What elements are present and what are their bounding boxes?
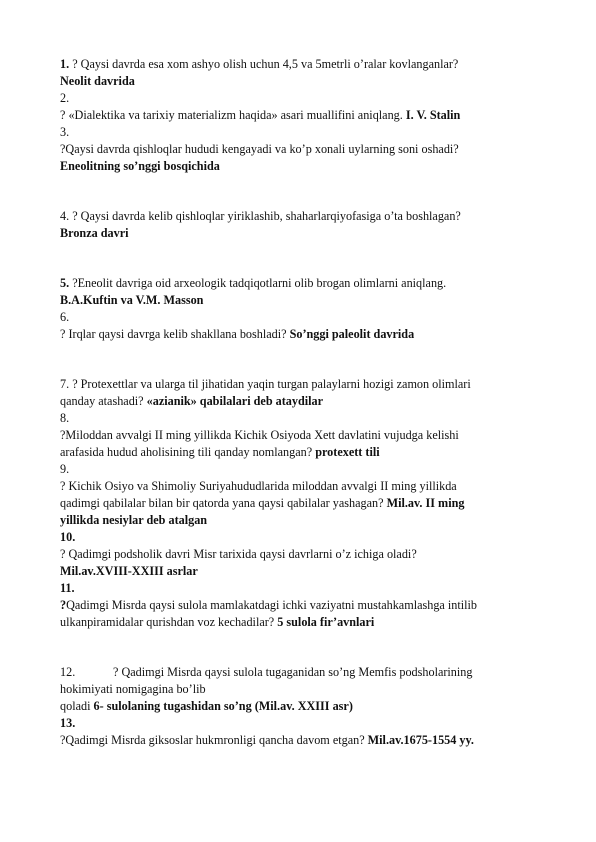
question-text: ? Irqlar qaysi davrga kelib shakllana boshladi?	[60, 327, 290, 341]
question-12-line-1	[60, 664, 560, 681]
question-text: ?Eneolit davriga oid arxeologik tadqiqotlarni olib brogan olimlarni aniqlang.	[69, 276, 447, 290]
answer-text: 5 sulola fir’avnlari	[277, 615, 375, 629]
question-number: 11.	[60, 581, 75, 595]
question-number-2: 2.	[60, 91, 70, 105]
answer-4	[60, 225, 560, 242]
question-text: arafasida hudud aholisining tili qanday nomlangan?	[60, 445, 316, 459]
answer-10	[60, 563, 560, 580]
question-8-line-2	[60, 444, 560, 461]
answer-text: Mil.av. II ming	[386, 496, 465, 510]
document-page	[60, 56, 560, 749]
answer-text: B.A.Kuftin va V.M. Masson	[60, 293, 204, 307]
answer-1	[60, 73, 560, 90]
answer-text: So’nggi paleolit davrida	[289, 327, 415, 341]
question-7-line-1: 7. ? Protexettlar va ularga til jihatidan yaqin turgan palaylarni hozigi zamon olimlari	[60, 377, 471, 391]
question-9-line-1: ? Kichik Osiyo va Shimoliy Suriyahududlarida miloddan avvalgi II ming yillikda	[60, 479, 457, 493]
question-13	[60, 732, 560, 749]
answer-3	[60, 158, 560, 175]
question-text: ?Qadimgi Misrda giksoslar hukmronligi qancha davom etgan?	[60, 733, 368, 747]
question-7-line-2	[60, 393, 560, 410]
answer-text: «azianik» qabilalari deb ataydilar	[146, 394, 324, 408]
question-6	[60, 326, 560, 343]
question-1	[60, 56, 560, 73]
question-11-line-2	[60, 614, 560, 631]
question-number: 1.	[60, 57, 70, 71]
question-text: ulkanpiramidalar qurishdan voz kechadilar?	[60, 615, 278, 629]
answer-text: 6- sulolaning tugashidan so’ng (Mil.av. XXIII asr)	[93, 699, 353, 713]
question-number-11	[60, 580, 560, 597]
question-8-line-1: ?Miloddan avvalgi II ming yillikda Kichik Osiyoda Xett davlatini vujudga kelishi	[60, 428, 459, 442]
question-4: 4. ? Qaysi davrda kelib qishloqlar yiriklashib, shaharlarqiyofasiga o’ta boshlagan?	[60, 209, 461, 223]
question-text: qoladi	[60, 699, 94, 713]
question-number-10	[60, 529, 560, 546]
answer-9-line-2	[60, 512, 560, 529]
question-number: 10.	[60, 530, 76, 544]
question-text: Qadimgi Misrda qaysi sulola mamlakatdagi ichki vaziyatni mustahkamlashga intilib	[66, 598, 477, 612]
question-mark: ?	[60, 598, 67, 612]
question-text: ? Qadimgi Misrda qaysi sulola tugaganidan so’ng Memfis podsholarining	[113, 665, 473, 679]
question-number: 13.	[60, 716, 76, 730]
question-3: ?Qaysi davrda qishloqlar hududi kengayadi va ko’p xonali uylarning soni oshadi?	[60, 142, 459, 156]
question-9-line-2	[60, 495, 560, 512]
answer-text: Eneolitning so’nggi bosqichida	[60, 159, 220, 173]
answer-text: yillikda nesiylar deb atalgan	[60, 513, 208, 527]
question-number-9: 9.	[60, 462, 70, 476]
question-number-6: 6.	[60, 310, 70, 324]
question-12-line-3	[60, 698, 560, 715]
answer-text: Mil.av.XVIII-XXIII asrlar	[60, 564, 198, 578]
question-text: qadimgi qabilalar bilan bir qatorda yana qaysi qabilalar yashagan?	[60, 496, 387, 510]
question-number: 12.	[60, 665, 76, 679]
answer-text: protexett tili	[315, 445, 380, 459]
question-2	[60, 107, 560, 124]
question-number-13	[60, 715, 560, 732]
answer-text: I. V. Stalin	[405, 108, 461, 122]
answer-text: Neolit davrida	[60, 74, 135, 88]
question-12-line-2: hokimiyati nomigagina bo’lib	[60, 682, 206, 696]
question-text: ? Qaysi davrda esa xom ashyo olish uchun 4,5 va 5metrli o’ralar kovlanganlar?	[69, 57, 459, 71]
question-number: 5.	[60, 276, 70, 290]
question-number-8: 8.	[60, 411, 70, 425]
answer-5	[60, 292, 560, 309]
question-text: ? «Dialektika va tarixiy materializm haqida» asari muallifini aniqlang.	[60, 108, 406, 122]
answer-text: Bronza davri	[60, 226, 129, 240]
question-number-3: 3.	[60, 125, 70, 139]
answer-text: Mil.av.1675-1554 yy.	[367, 733, 474, 747]
question-text: qanday atashadi?	[60, 394, 147, 408]
question-5	[60, 275, 560, 292]
question-10: ? Qadimgi podsholik davri Misr tarixida qaysi davrlarni o’z ichiga oladi?	[60, 547, 417, 561]
question-11-line-1	[60, 597, 560, 614]
